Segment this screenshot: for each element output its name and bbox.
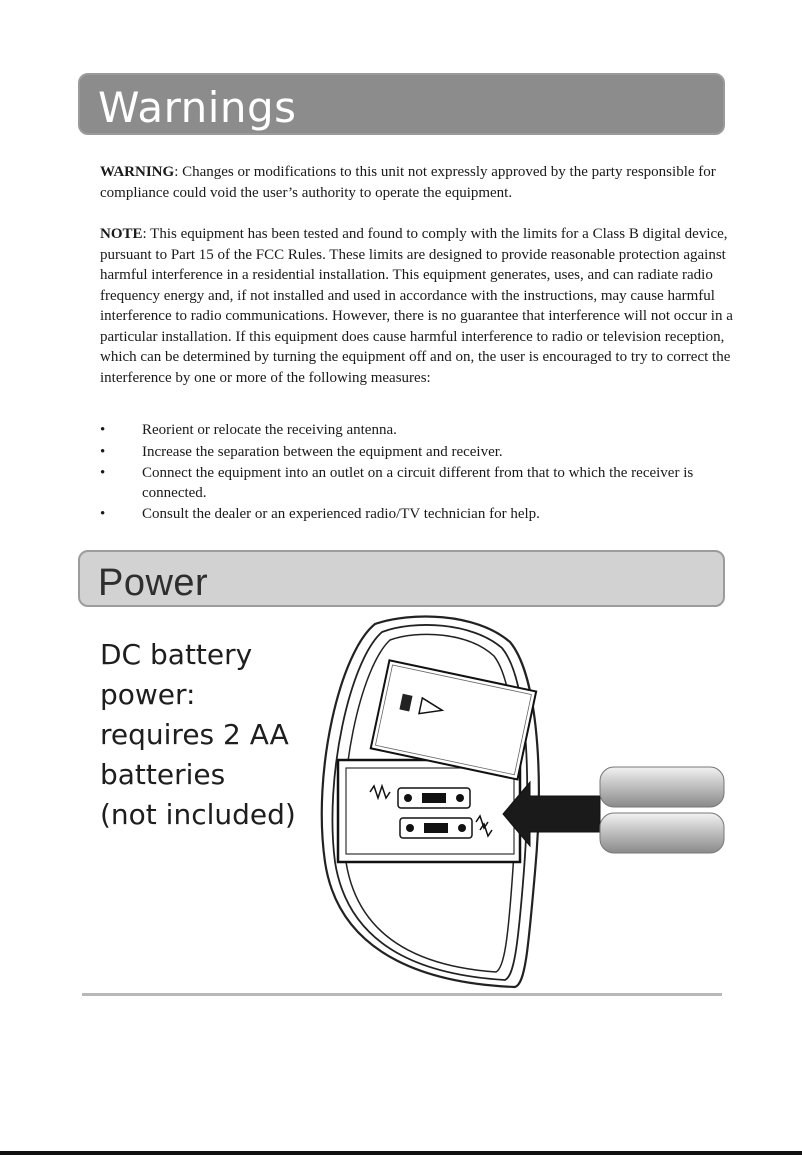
bullet-icon: • [100, 443, 106, 460]
measure-text: Increase the separation between the equipment and receiver. [142, 443, 503, 460]
battery-line: power: [100, 678, 196, 711]
battery-diagram-illustration [300, 612, 730, 992]
page-edge [0, 1151, 802, 1155]
measures-list [100, 421, 720, 527]
power-banner [78, 550, 725, 607]
warning-label: WARNING [100, 164, 175, 180]
list-item [100, 464, 720, 503]
bullet-icon: • [100, 465, 106, 481]
note-text: : This equipment has been tested and found to comply with the limits for a Class B digital device, pursuant to Part 15 of the FCC Rules. These limits are designed to provide reasonable protection against harmful interference in a residential installation. This equipment generates, uses, and can radiate radio frequency energy and, if not installed and used in accordance with the instructions, may cause harmful interference to radio communications. However, there is no guarantee that interference will not occur in a particular installation. If this equipment does cause harmful interference to radio or television reception, which can be determined by turning the equipment off and on, the user is encouraged to try to correct the interference by one or more of the following measures: [100, 226, 733, 386]
battery-instructions [100, 636, 320, 836]
measure-text: Connect the equipment into an outlet on a circuit different from that to which the receiver is connected. [142, 465, 694, 501]
measure-text: Consult the dealer or an experienced radio/TV technician for help. [142, 506, 540, 522]
bullet-icon: • [100, 422, 106, 438]
battery-line: requires 2 AA [100, 718, 289, 751]
list-item [100, 443, 720, 463]
warnings-title: Warnings [98, 83, 297, 132]
list-item [100, 421, 720, 441]
bullet-icon: • [100, 506, 106, 522]
note-paragraph [100, 224, 740, 388]
power-title: Power [98, 562, 209, 604]
battery-compartment [338, 760, 520, 862]
warning-text: : Changes or modifications to this unit not expressly approved by the party responsible for compliance could void the user’s authority to operate the equipment. [100, 164, 716, 201]
warnings-banner [78, 73, 725, 135]
battery-line: DC battery [100, 638, 253, 671]
list-item [100, 505, 720, 525]
note-label: NOTE [100, 226, 143, 242]
warning-paragraph [100, 162, 740, 203]
battery-line: (not included) [100, 798, 296, 831]
measure-text: Reorient or relocate the receiving antenna. [142, 422, 397, 438]
section-divider [82, 993, 722, 996]
battery-line: batteries [100, 758, 226, 791]
aa-battery [600, 767, 724, 853]
